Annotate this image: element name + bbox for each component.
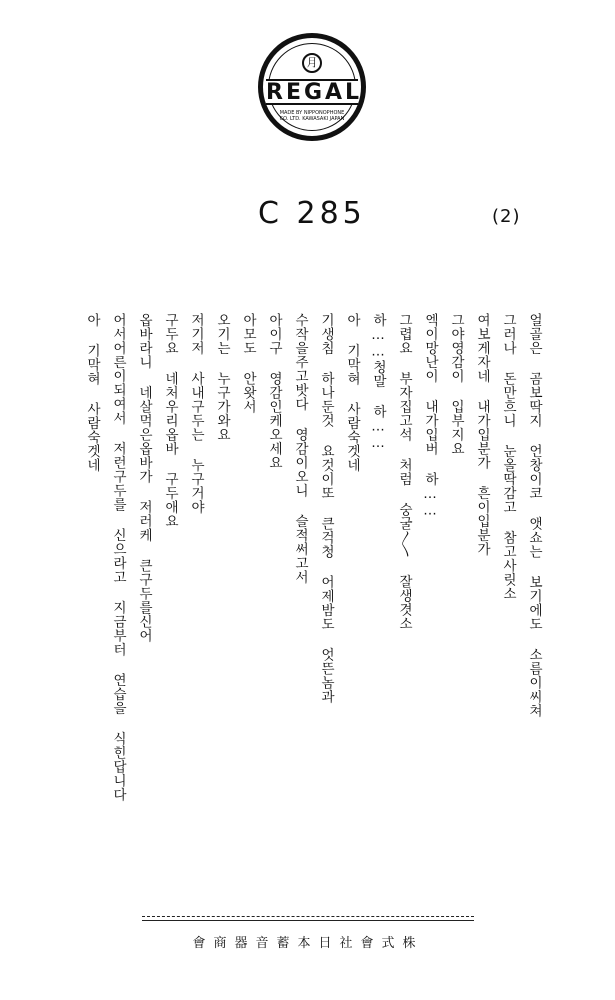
lyric-line-10: 수작을주고밧다 영감이오니 슬적써고서 bbox=[292, 313, 308, 584]
catalog-number: C 285 bbox=[258, 196, 366, 231]
footer-dashed-rule bbox=[142, 916, 474, 917]
lyric-line-16: 옵바라니 네살먹은옵바가 저러케 큰구두를신어 bbox=[136, 313, 152, 643]
lyric-line-8: 아 기막혀 사람숙겟네 bbox=[344, 313, 360, 472]
publisher-name: 會商器音蓄本日社會式株 bbox=[192, 936, 424, 951]
lyric-line-7: 하……청말 하…… bbox=[370, 313, 386, 452]
lyric-line-11: 아이구 영감인케오세요 bbox=[266, 313, 282, 470]
lyric-line-3: 여보게자네 내가입분가 흔이입분가 bbox=[474, 313, 490, 556]
regal-label-logo bbox=[258, 33, 366, 141]
lyric-line-1: 얼골은 곰보딱지 언창이코 앳쇼는 보기에도 소름이씨쳐 bbox=[526, 313, 542, 718]
lyric-line-18: 아 기막혀 사람숙겟네 bbox=[84, 313, 100, 472]
lyric-line-9: 기생침 하나둔것 요것이또 큰걱청 어제밤도 엇뜬놈과 bbox=[318, 313, 334, 704]
side-number: (2) bbox=[492, 206, 521, 227]
lyric-line-2: 그러나 돈만흐니 눈올딱감고 참고사릿소 bbox=[500, 313, 516, 601]
lyric-line-5: 엑이망난이 내가입버 하…… bbox=[422, 313, 438, 519]
lyric-line-12: 아모도 안왓서 bbox=[240, 313, 256, 414]
logo-subtext: MADE BY NIPPONOPHONE CO. LTD. KAWASAKI JAPAN bbox=[279, 110, 345, 122]
logo-brand-text: REGAL bbox=[266, 80, 363, 105]
lyric-line-13: 오기는 누구가와요 bbox=[214, 313, 230, 442]
logo-moon-mark: 月 bbox=[302, 53, 322, 73]
lyric-line-4: 그야영감이 입부지요 bbox=[448, 313, 464, 456]
lyrics-block bbox=[70, 313, 545, 913]
footer-solid-rule bbox=[142, 920, 474, 921]
lyric-line-17: 어서어른이되여서 저런구두를 신으라고 지금부터 연습을 식힌답니다 bbox=[110, 313, 126, 802]
lyric-line-15: 구두요 네처우리옵바 구두애요 bbox=[162, 313, 178, 528]
lyric-line-14: 저기저 사내구두는 누구거야 bbox=[188, 313, 204, 514]
lyric-line-6: 그렵요 부자집고석 처럼 숭굴〳〵 잘생겻소 bbox=[396, 313, 412, 631]
